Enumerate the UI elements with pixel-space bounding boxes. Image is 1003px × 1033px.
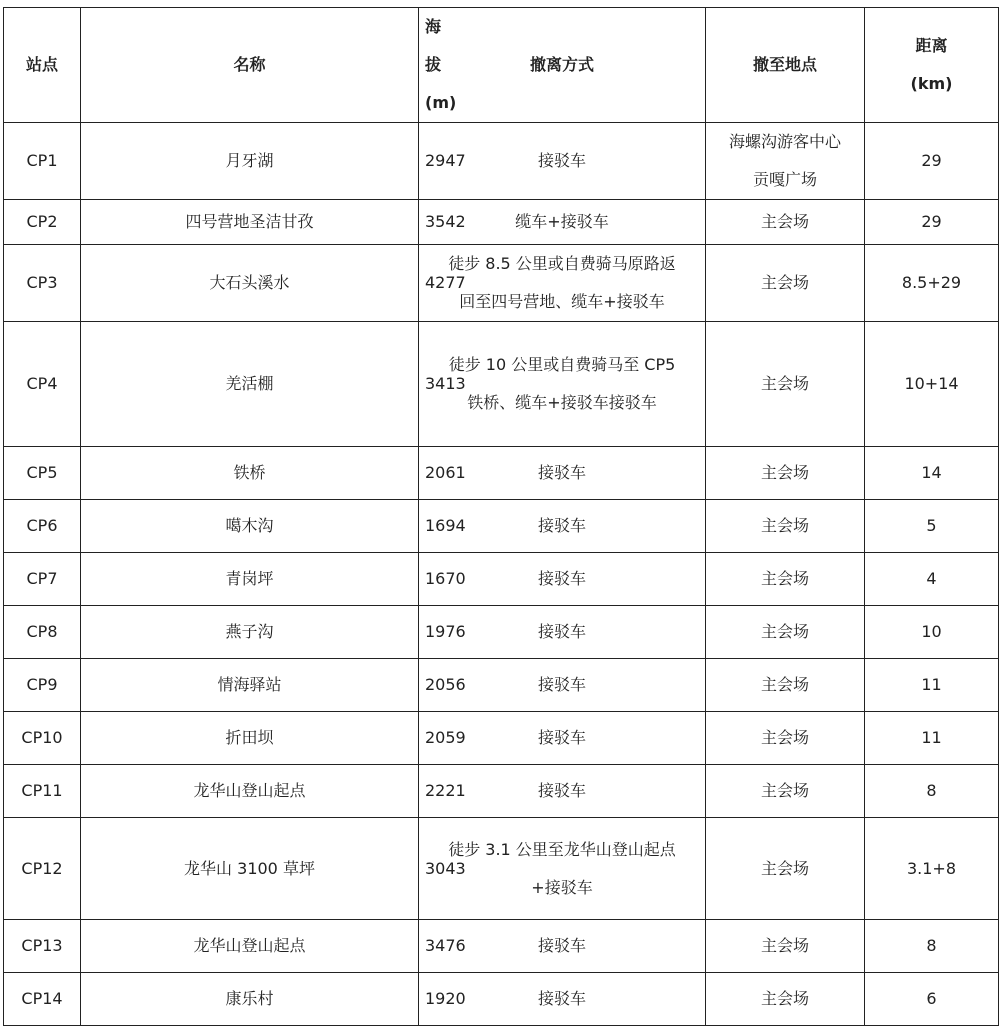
cell-method-line2: +接驳车 [531, 877, 593, 897]
cell-method: 接驳车 [419, 765, 706, 818]
cell-station: CP7 [4, 553, 81, 606]
cell-method: 接驳车 [419, 659, 706, 712]
cell-name: 铁桥 [81, 447, 419, 500]
cell-distance: 29 [865, 123, 999, 200]
cell-name: 月牙湖 [81, 123, 419, 200]
cell-destination-line1: 海螺沟游客中心 [728, 132, 841, 151]
cell-distance: 11 [865, 659, 999, 712]
header-distance-line2: (km) [910, 74, 953, 93]
evacuation-table [3, 7, 999, 1026]
header-station: 站点 [4, 8, 81, 123]
cell-station: CP14 [4, 973, 81, 1026]
cell-distance: 29 [865, 200, 999, 245]
cell-method-line1: 徒步 10 公里或自费骑马至 CP5 [448, 355, 676, 374]
cell-destination: 主会场 [706, 818, 865, 920]
cell-station: CP2 [4, 200, 81, 245]
cell-distance: 8.5+29 [865, 245, 999, 322]
table-row: CP5 铁桥 2061 接驳车 主会场 14 [4, 447, 999, 500]
cell-station: CP1 [4, 123, 81, 200]
header-method: 撤离方式 [419, 8, 706, 123]
cell-destination: 主会场 [706, 200, 865, 245]
cell-station: CP12 [4, 818, 81, 920]
table-row: CP12 龙华山 3100 草坪 3043 徒步 3.1 公里至龙华山登山起点 +接驳车 主会场 3.1+8 [4, 818, 999, 920]
cell-name: 四号营地圣洁甘孜 [81, 200, 419, 245]
cell-method: 接驳车 [419, 920, 706, 973]
cell-destination: 主会场 [706, 712, 865, 765]
cell-station: CP10 [4, 712, 81, 765]
cell-destination [706, 123, 865, 200]
table-row: CP7 青岗坪 1670 接驳车 主会场 4 [4, 553, 999, 606]
table-row: CP13 龙华山登山起点 3476 接驳车 主会场 8 [4, 920, 999, 973]
cell-distance: 4 [865, 553, 999, 606]
cell-station: CP11 [4, 765, 81, 818]
cell-name: 燕子沟 [81, 606, 419, 659]
cell-destination: 主会场 [706, 447, 865, 500]
table-row: CP14 康乐村 1920 接驳车 主会场 6 [4, 973, 999, 1026]
cell-method: 接驳车 [419, 606, 706, 659]
cell-method: 接驳车 [419, 500, 706, 553]
cell-distance: 10 [865, 606, 999, 659]
cell-name: 龙华山登山起点 [81, 920, 419, 973]
cell-destination: 主会场 [706, 920, 865, 973]
cell-station: CP9 [4, 659, 81, 712]
cell-name: 青岗坪 [81, 553, 419, 606]
cell-name: 噶木沟 [81, 500, 419, 553]
cell-destination: 主会场 [706, 606, 865, 659]
cell-method: 接驳车 [419, 553, 706, 606]
cell-destination: 主会场 [706, 322, 865, 447]
cell-distance: 8 [865, 765, 999, 818]
cell-station: CP13 [4, 920, 81, 973]
table-row: CP10 折田坝 2059 接驳车 主会场 11 [4, 712, 999, 765]
cell-method-line2: 铁桥、缆车+接驳车接驳车 [467, 393, 657, 412]
cell-destination: 主会场 [706, 553, 865, 606]
cell-method: 接驳车 [419, 973, 706, 1026]
cell-distance: 14 [865, 447, 999, 500]
table-row: CP2 四号营地圣洁甘孜 3542 缆车+接驳车 主会场 29 [4, 200, 999, 245]
cell-distance: 8 [865, 920, 999, 973]
cell-destination: 主会场 [706, 659, 865, 712]
cell-station: CP4 [4, 322, 81, 447]
cell-station: CP3 [4, 245, 81, 322]
cell-destination: 主会场 [706, 245, 865, 322]
cell-distance: 5 [865, 500, 999, 553]
header-destination: 撤至地点 [706, 8, 865, 123]
cell-station: CP5 [4, 447, 81, 500]
cell-method: 接驳车 [419, 712, 706, 765]
cell-station: CP8 [4, 606, 81, 659]
cell-name: 龙华山 3100 草坪 [81, 818, 419, 920]
table-row: CP4 羌活棚 3413 徒步 10 公里或自费骑马至 CP5 铁桥、缆车+接驳车接驳车 主会场 10+14 [4, 322, 999, 447]
cell-method-line2: 回至四号营地、缆车+接驳车 [459, 292, 665, 311]
cell-name: 折田坝 [81, 712, 419, 765]
cell-destination: 主会场 [706, 500, 865, 553]
table-row: CP11 龙华山登山起点 2221 接驳车 主会场 8 [4, 765, 999, 818]
cell-distance: 11 [865, 712, 999, 765]
cell-name: 大石头溪水 [81, 245, 419, 322]
header-row: 站点 名称 海拔 (m) 撤离方式 撤至地点 距离 (km) [4, 8, 999, 123]
cell-station: CP6 [4, 500, 81, 553]
table-row: CP8 燕子沟 1976 接驳车 主会场 10 [4, 606, 999, 659]
cell-destination: 主会场 [706, 973, 865, 1026]
cell-name: 龙华山登山起点 [81, 765, 419, 818]
cell-distance: 3.1+8 [865, 818, 999, 920]
cell-name: 羌活棚 [81, 322, 419, 447]
cell-distance: 6 [865, 973, 999, 1026]
cell-method-line1: 徒步 3.1 公里至龙华山登山起点 [448, 839, 676, 859]
cell-destination-line2: 贡嘎广场 [752, 170, 817, 189]
cell-method: 缆车+接驳车 [419, 200, 706, 245]
table-row: CP1 月牙湖 2947 接驳车 海螺沟游客中心 贡嘎广场 29 [4, 123, 999, 200]
cell-distance: 10+14 [865, 322, 999, 447]
cell-destination: 主会场 [706, 765, 865, 818]
cell-method-line1: 徒步 8.5 公里或自费骑马原路返 [448, 254, 676, 273]
cell-method [419, 245, 706, 322]
table-row: CP3 大石头溪水 4277 徒步 8.5 公里或自费骑马原路返 回至四号营地、缆车+接驳车 主会场 8.5+29 [4, 245, 999, 322]
cell-method: 接驳车 [419, 447, 706, 500]
header-distance [865, 8, 999, 123]
table-row: CP9 情海驿站 2056 接驳车 主会场 11 [4, 659, 999, 712]
table-row: CP6 噶木沟 1694 接驳车 主会场 5 [4, 500, 999, 553]
header-distance-line1: 距离 [915, 36, 948, 55]
cell-method: 接驳车 [419, 123, 706, 200]
cell-name: 康乐村 [81, 973, 419, 1026]
cell-name: 情海驿站 [81, 659, 419, 712]
header-name: 名称 [81, 8, 419, 123]
